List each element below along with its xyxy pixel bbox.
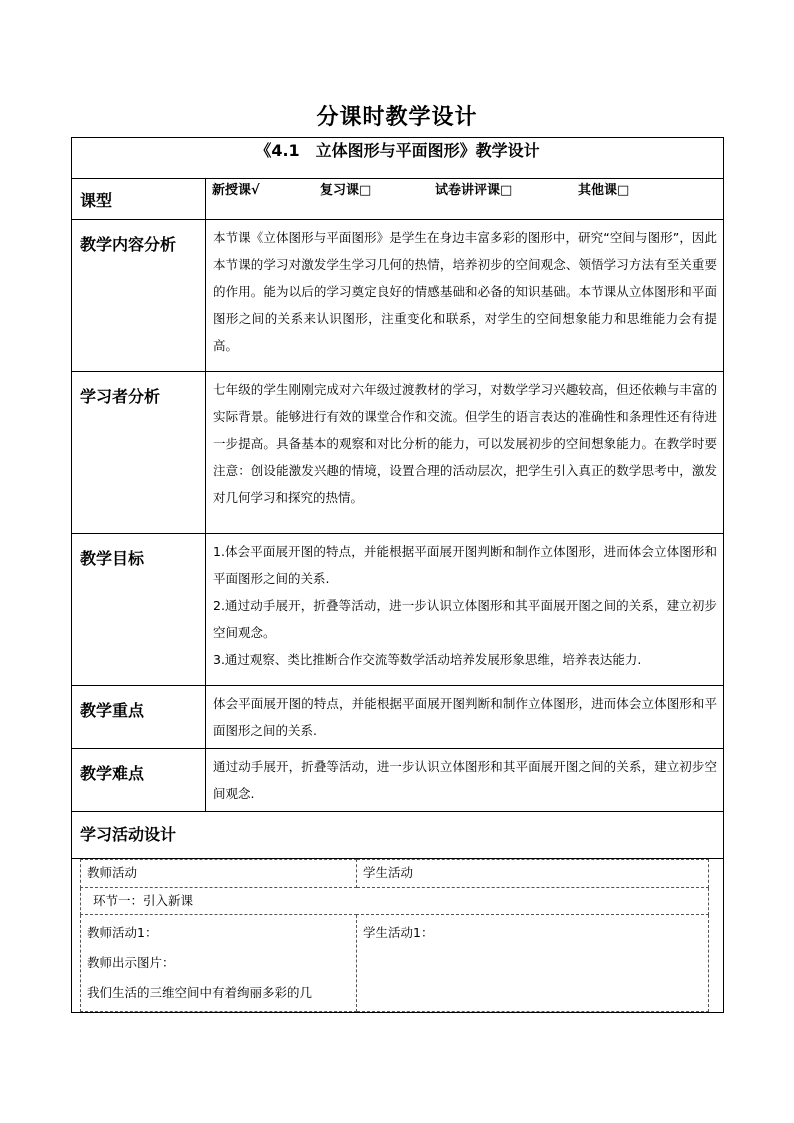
content-analysis-text: 本节课《立体图形与平面图形》是学生在身边丰富多彩的图形中，研究“空间与图形”，因此本节课的学习对激发学生学习几何的热情，培养初步的空间观念、领悟学习方法有至关重要的作用。能为以后的学习奠定良好的情感基础和必备的知识基础。本节课从立体图形和平面图形之间的关系来认识图形，注重变化和联系，对学生的空间想象能力和思维能力会有提高。 — [206, 220, 724, 372]
lesson-type-option-new[interactable]: 新授课√ — [212, 183, 260, 198]
lesson-type-options — [206, 179, 723, 198]
content-analysis-label: 教学内容分析 — [72, 220, 206, 372]
objective-item: 1.体会平面展开图的特点，并能根据平面展开图判断和制作立体图形，进而体会立体图形和平面图形之间的关系. — [213, 544, 718, 586]
teacher-activity-cell — [81, 915, 357, 1012]
objectives-row — [72, 534, 724, 686]
key-points-text: 体会平面展开图的特点，并能根据平面展开图判断和制作立体图形，进而体会立体图形和平面图形之间的关系. — [206, 686, 724, 749]
activity-design-body — [72, 859, 724, 1013]
activity-table-header — [81, 860, 709, 888]
teacher-activity-line: 教师活动1： — [87, 925, 158, 940]
lesson-title: 《4.1 立体图形与平面图形》教学设计 — [72, 138, 724, 179]
objective-item: 2.通过动手展开，折叠等活动，进一步认识立体图形和其平面展开图之间的关系，建立初步空间观念。 — [213, 598, 718, 640]
student-activity-line: 学生活动1： — [363, 925, 434, 940]
learner-analysis-text: 七年级的学生刚刚完成对六年级过渡教材的学习，对数学学习兴趣较高，但还依赖与丰富的实际背景。能够进行有效的课堂合作和交流。但学生的语言表达的准确性和条理性还有待进一步提高。具备基本的观察和对比分析的能力，可以发展初步的空间想象能力。在教学时要注意：创设能激发兴趣的情境，设置合理的活动层次，把学生引入真正的数学思考中，激发对几何学习和探究的热情。 — [206, 372, 724, 534]
learner-analysis-row — [72, 372, 724, 534]
student-activity-header: 学生活动 — [357, 860, 709, 888]
lesson-type-label: 课型 — [72, 179, 206, 220]
lesson-type-option-review[interactable]: 复习课□ — [320, 183, 372, 198]
objectives-list — [206, 534, 724, 686]
difficulties-label: 教学难点 — [72, 749, 206, 812]
objectives-label: 教学目标 — [72, 534, 206, 686]
student-activity-cell — [357, 915, 709, 1012]
objective-item: 3.通过观察、类比推断合作交流等数学活动培养发展形象思维，培养表达能力. — [213, 652, 642, 667]
key-points-label: 教学重点 — [72, 686, 206, 749]
segment-title: 环节一：引入新课 — [81, 888, 709, 915]
lesson-type-option-other[interactable]: 其他课□ — [578, 183, 630, 198]
activity-table — [80, 859, 709, 1012]
teacher-activity-line: 教师出示图片： — [87, 955, 175, 970]
segment-row — [81, 888, 709, 915]
content-analysis-row — [72, 220, 724, 372]
lesson-design-table — [71, 137, 724, 1013]
lesson-type-option-exam-review[interactable]: 试卷讲评课□ — [435, 183, 513, 198]
activity-design-body-row — [72, 859, 724, 1013]
learner-analysis-label: 学习者分析 — [72, 372, 206, 534]
teacher-activity-line: 我们生活的三维空间中有着绚丽多彩的几 — [87, 985, 313, 1000]
activity-design-header-row — [72, 812, 724, 859]
teacher-activity-header: 教师活动 — [81, 860, 357, 888]
lesson-type-options-cell — [206, 179, 724, 220]
key-points-row — [72, 686, 724, 749]
lesson-title-row — [72, 138, 724, 179]
page-title: 分课时教学设计 — [316, 105, 478, 130]
lesson-type-row — [72, 179, 724, 220]
difficulties-text: 通过动手展开，折叠等活动，进一步认识立体图形和其平面展开图之间的关系，建立初步空间观念. — [206, 749, 724, 812]
difficulties-row — [72, 749, 724, 812]
activity-design-label: 学习活动设计 — [72, 812, 724, 859]
activity-content-row — [81, 915, 709, 1012]
